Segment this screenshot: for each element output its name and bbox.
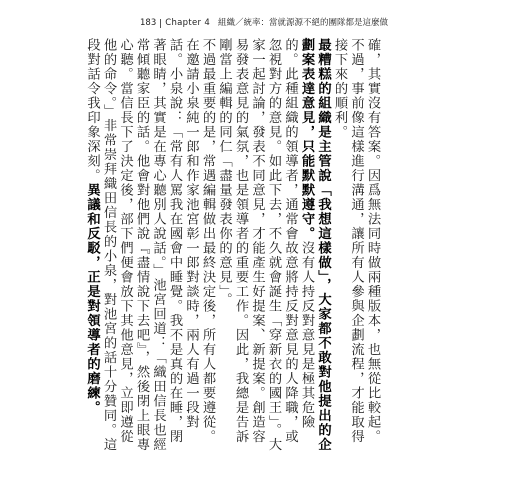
- paragraph: [331, 38, 381, 456]
- paragraph-text: 確，其實沒有答案。因爲無法同時做兩種版本，也無從比較起。不過，事前像這樣進行溝通，讓所有人參與企劃流程，才能取得接下來的順利。: [332, 38, 380, 444]
- paragraph: [215, 38, 331, 456]
- chapter-title: 組織／統率：當就源源不絕的團隊都是這麼做: [218, 18, 389, 28]
- bold-statement: 異議和反駁，正是對領導者的磨練。: [84, 183, 100, 415]
- running-header: [140, 16, 388, 30]
- paragraph-text: 不過最重要的是，常遇編輯做出最終決定後，所有人都要遵從。在邀請小泉純一郎和作家池宮彰一郎對談時，兩人有過一段對話。小泉說：「常有人罵我在國會中睡覺。我不是真的在睡，閉著眼睛，其實是在專心聽別人說話。」池宮回道：「織田信長也經常傾聽家臣的話。他會對他們說『盡情說下去吧』，然後閉上眼專心聽。當信長下了決定後，部下們便會放下其他意見，立即遵從他的命令。」非常崇拜織田信長的小泉，對池宮的話十分贊同。這段對話令我印象深刻。: [84, 38, 215, 452]
- header-divider: [160, 19, 161, 28]
- body-text: [84, 38, 380, 456]
- paragraph-text: 沒有人持反對意見是極其危險的。此種組織的領導者，通常會故意將持反對意見的人降職，或忽視對方的意見。如此下去，不久就會誕生「穿新衣的國王」。大家一起討論，發表不同意見，才能產生好提案、新提案。創造容易發表意見的氣氛，也是領導者的重要工作。因此，我總是告訴剛當上編輯的同仁「盡量發表你的意見」。: [216, 38, 314, 452]
- bold-statement: 最糟糕的組織是主管說「我想這樣做」，大家都不敢對他提出的企劃案表達意見，只能默默遵守。: [299, 38, 331, 452]
- page-number: 183: [140, 18, 157, 28]
- paragraph: [83, 38, 215, 456]
- chapter-label: Chapter 4: [165, 18, 211, 28]
